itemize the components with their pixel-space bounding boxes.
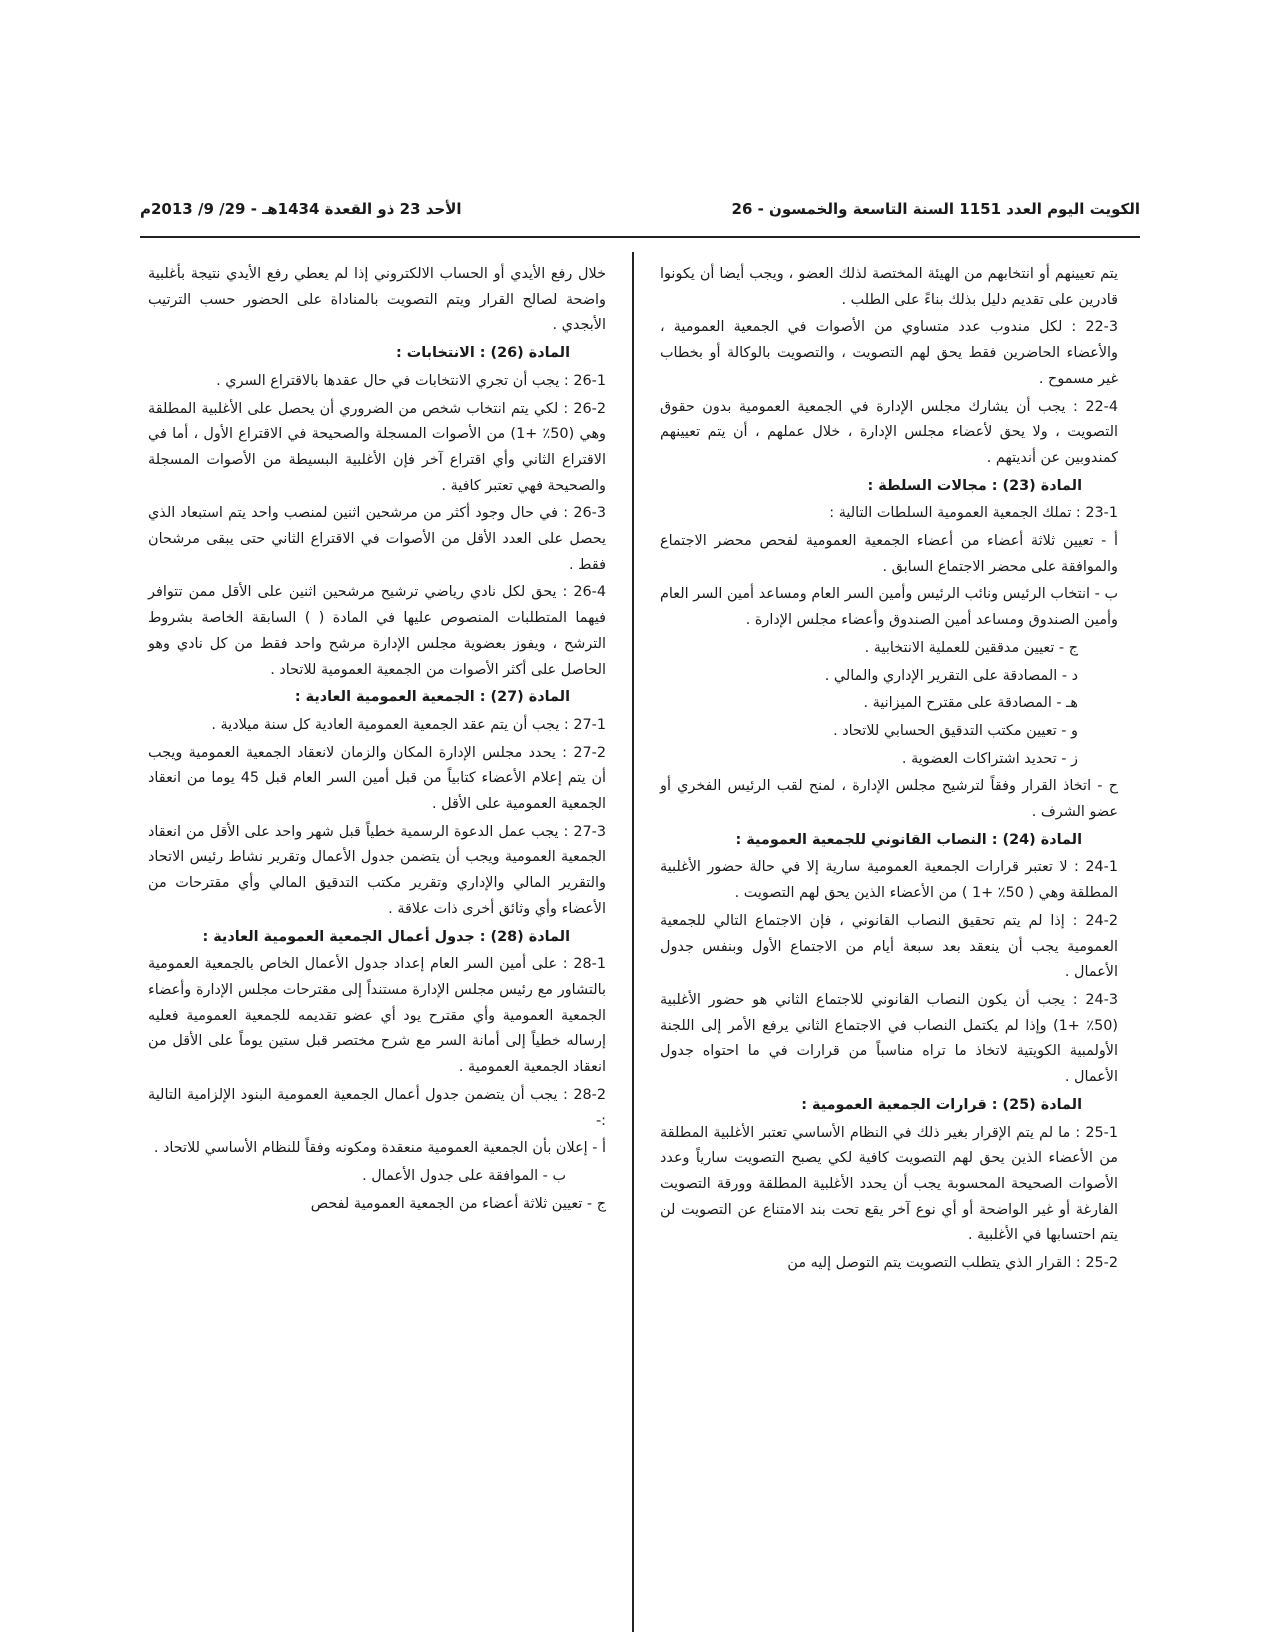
clause-paragraph: 24-2 : إذا لم يتم تحقيق النصاب القانوني ، فإن الاجتماع التالي للجمعية العمومية يجب أن ينعقد بعد سبعة أيام من الاجتماع الأول وبنفس جدول الأعمال . — [660, 912, 1118, 981]
clause-paragraph: 24-1 : لا تعتبر قرارات الجمعية العمومية سارية إلا في حالة حضور الأغلبية المطلقة وهي ( 50٪ +1 ) من الأعضاء الذين يحق لهم التصويت . — [660, 859, 1118, 902]
clause-paragraph: 28-2 : يجب أن يتضمن جدول أعمال الجمعية العمومية البنود الإلزامية التالية :- — [148, 1086, 606, 1129]
list-item: ز - تحديد اشتراكات العضوية . — [901, 750, 1078, 767]
article-heading: المادة (27) : الجمعية العمومية العادية : — [294, 689, 570, 706]
clause-paragraph: 26-3 : في حال وجود أكثر من مرشحين اثنين لمنصب واحد يتم استبعاد الذي يحصل على العدد الأقل من الأصوات في الاقتراع الثاني حتى يبقى مرشحان فقط . — [148, 505, 606, 573]
clause-paragraph: 26-4 : يحق لكل نادي رياضي ترشيح مرشحين اثنين على الأقل ممن تتوافر فيهما المتطلبات المنصوص عليها في المادة ( ) السابقة الخاصة بشروط الترشح ، ويفوز بعضوية مجلس الإدارة مرشح واحد فقط من كل نادي وهو الحاصل على أكثر الأصوات من الجمعية العمومية للاتحاد . — [148, 584, 606, 678]
article-heading: المادة (25) : قرارات الجمعية العمومية : — [801, 1096, 1082, 1113]
right-text-column — [660, 262, 1118, 1279]
gazette-date: الأحد 23 ذو القعدة 1434هـ - 29/ 9/ 2013م — [140, 200, 462, 218]
list-item: ج - تعيين مدققين للعملية الانتخابية . — [864, 639, 1078, 656]
clause-paragraph: 25-1 : ما لم يتم الإقرار بغير ذلك في النظام الأساسي تعتبر الأغلبية المطلقة من الأعضاء الذين يحق لهم التصويت كافية لكي يصبح التصويت سارياً وعدد الأصوات الصحيحة المحسوبة يجب أن يحدد الأغلبية المطلقة وورقة التصويت الفارغة أو غير الواضحة أو أي نوع آخر يقع تحت بند الامتناع عن التصويت لن يتم احتسابها في الأغلبية . — [660, 1124, 1118, 1244]
clause-paragraph: يتم تعيينهم أو انتخابهم من الهيئة المختصة لذلك العضو ، ويجب أيضا أن يكونوا قادرين على تقديم دليل بذلك بناءً على الطلب . — [660, 266, 1118, 308]
clause-paragraph: ح - اتخاذ القرار وفقاً لترشيح مجلس الإدارة ، لمنح لقب الرئيس الفخري أو عضو الشرف . — [660, 778, 1118, 821]
clause-paragraph: 26-2 : لكي يتم انتخاب شخص من الضروري أن يحصل على الأغلبية المطلقة وهي (50٪ +1) من الأصوات المسجلة والصحيحة في الاقتراع الأول ، أما في الاقتراع الثاني وأي اقتراع آخر فإن الأغلبية البسيطة من الأصوات المسجلة والصحيحة فهي تعتبر كافية . — [148, 400, 606, 494]
left-text-column — [148, 262, 606, 1219]
clause-paragraph: ب - انتخاب الرئيس ونائب الرئيس وأمين السر العام ومساعد أمين السر العام وأمين الصندوق ومساعد أمين الصندوق وأعضاء مجلس الإدارة . — [660, 586, 1118, 629]
clause-paragraph: 27-2 : يحدد مجلس الإدارة المكان والزمان لانعقاد الجمعية العمومية ويجب أن يتم إعلام الأعضاء كتابياً من قبل أمين السر العام قبل 45 يوما من انعقاد الجمعية العمومية على الأقل . — [148, 744, 607, 813]
clause-paragraph: 27-1 : يجب أن يتم عقد الجمعية العمومية العادية كل سنة ميلادية . — [211, 716, 606, 733]
list-item: د - المصادقة على التقرير الإداري والمالي . — [824, 667, 1078, 684]
clause-paragraph: 24-3 : يجب أن يكون النصاب القانوني للاجتماع الثاني هو حضور الأغلبية (50٪ +1) وإذا لم يكتمل النصاب في الاجتماع الثاني يرفع الأمر إلى اللجنة الأولمبية الكويتية لاتخاذ ما تراه مناسباً من قرارات في ما احتواه جدول الأعمال . — [660, 991, 1118, 1086]
list-item: ب - الموافقة على جدول الأعمال . — [362, 1167, 566, 1184]
article-heading: المادة (24) : النصاب القانوني للجمعية العمومية : — [735, 831, 1082, 848]
clause-paragraph: 26-1 : يجب أن تجري الانتخابات في حال عقدها بالاقتراع السري . — [216, 372, 606, 389]
clause-paragraph: ج - تعيين ثلاثة أعضاء من الجمعية العمومية لفحص — [310, 1195, 606, 1212]
article-heading: المادة (28) : جدول أعمال الجمعية العمومية العادية : — [202, 928, 570, 945]
article-heading: المادة (23) : مجالات السلطة : — [867, 477, 1082, 494]
clause-paragraph: 27-3 : يجب عمل الدعوة الرسمية خطياً قبل شهر واحد على الأقل من انعقاد الجمعية العمومية ويجب أن يتضمن جدول الأعمال وتقرير نشاط رئيس الاتحاد والتقرير المالي والإداري وتقرير مكتب التدقيق المالي وأي مقترحات من الأعضاء وأي وثائق أخرى ذات علاقة . — [148, 823, 606, 917]
list-item: هـ - المصادقة على مقترح الميزانية . — [863, 695, 1078, 712]
clause-paragraph: 25-2 : القرار الذي يتطلب التصويت يتم التوصل إليه من — [787, 1255, 1118, 1272]
clause-paragraph: خلال رفع الأيدي أو الحساب الالكتروني إذا لم يعطي رفع الأيدي نتيجة بأغلبية واضحة لصالح القرار ويتم التصويت بالمناداة على الحضور حسب الترتيب الأبجدي . — [148, 266, 606, 334]
gazette-issue-info: الكويت اليوم العدد 1151 السنة التاسعة والخمسون - 26 — [731, 200, 1140, 218]
page-header — [140, 200, 1140, 226]
clause-paragraph: 28-1 : على أمين السر العام إعداد جدول الأعمال الخاص بالجمعية العمومية بالتشاور مع رئيس مجلس الإدارة مستنداً إلى مقترحات مجلس الإدارة وأعضاء الجمعية العمومية وأي مقترح يود أي عضو تقديمه للجمعية العمومية فعليه إرساله خطياً إلى أمانة السر مع شرح مختصر قبل ستين يوماً على الأقل من انعقاد الجمعية العمومية . — [148, 956, 606, 1076]
clause-paragraph: 22-4 : يجب أن يشارك مجلس الإدارة في الجمعية العمومية بدون حقوق التصويت ، ولا يحق لأعضاء مجلس الإدارة ، خلال عملهم ، أن يتم تعيينهم كمندوبين عن أنديتهم . — [660, 398, 1118, 466]
clause-paragraph: أ - إعلان بأن الجمعية العمومية منعقدة ومكونه وفقاً للنظام الأساسي للاتحاد . — [153, 1140, 606, 1157]
clause-paragraph: 22-3 : لكل مندوب عدد متساوي من الأصوات في الجمعية العمومية ، والأعضاء الحاضرين فقط يحق لهم التصويت ، والتصويت بالوكالة أو بخطاب غير مسموح . — [660, 319, 1118, 387]
clause-paragraph: أ - تعيين ثلاثة أعضاء من أعضاء الجمعية العمومية لفحص محضر الاجتماع والموافقة على محضر الاجتماع السابق . — [660, 533, 1118, 575]
clause-paragraph: 23-1 : تملك الجمعية العمومية السلطات التالية : — [829, 505, 1118, 522]
list-item: و - تعيين مكتب التدقيق الحسابي للاتحاد . — [833, 722, 1078, 739]
article-heading: المادة (26) : الانتخابات : — [396, 345, 570, 362]
header-divider — [140, 236, 1140, 238]
column-divider — [632, 252, 634, 1632]
